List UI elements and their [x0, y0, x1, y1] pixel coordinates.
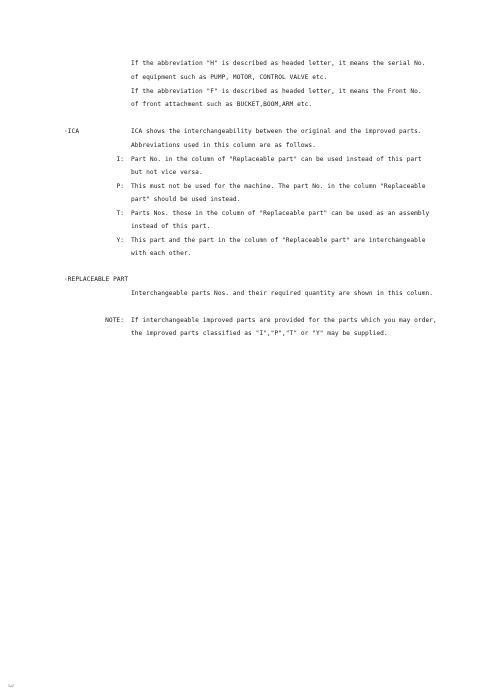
ica-p-line-2: part" should be used instead. [131, 196, 241, 203]
ica-t-line-1: Parts Nos. those in the column of "Replaceable part" can be used as an assembly [131, 210, 430, 217]
ica-code-y: Y: [116, 237, 124, 244]
ica-y-line-1: This part and the part in the column of "Replaceable part" are interchangeable [131, 237, 426, 244]
intro-line-1: If the abbreviation "H" is described as headed letter, it means the serial No. [131, 60, 426, 67]
intro-line-3: If the abbreviation "F" is described as headed letter, it means the Front No. [131, 88, 422, 95]
note-label: NOTE: [105, 317, 124, 324]
ica-p-line-1: This must not be used for the machine. The part No. in the column "Replaceable [131, 183, 426, 190]
ica-i-line-1: Part No. in the column of "Replaceable part" can be used instead of this part [131, 156, 422, 163]
replaceable-heading: ·REPLACEABLE PART [64, 276, 129, 283]
intro-line-2: of equipment such as PUMP, MOTOR, CONTROL VALVE etc. [131, 74, 328, 81]
intro-line-4: of front attachment such as BUCKET,BOOM,ARM etc. [131, 101, 313, 108]
ica-code-i: I: [116, 156, 124, 163]
ica-code-p: P: [116, 183, 124, 190]
ica-line-1: ICA shows the interchangeability between the original and the improved parts. [131, 128, 422, 135]
ica-heading: ·ICA [64, 128, 80, 135]
note-line-2: the improved parts classified as "I","P","T" or "Y" may be supplied. [131, 330, 388, 337]
ica-line-2: Abbreviations used in this column are as follows. [131, 142, 316, 149]
page-number: 3 [6, 683, 15, 688]
replaceable-line: Interchangeable parts Nos. and their required quantity are shown in this column. [131, 290, 434, 297]
ica-code-t: T: [116, 210, 124, 217]
ica-t-line-2: instead of this part. [131, 223, 211, 230]
ica-y-line-2: with each other. [131, 250, 192, 257]
note-line-1: If interchangeable improved parts are provided for the parts which you may order, [131, 317, 437, 324]
ica-i-line-2: but not vice versa. [131, 169, 203, 176]
